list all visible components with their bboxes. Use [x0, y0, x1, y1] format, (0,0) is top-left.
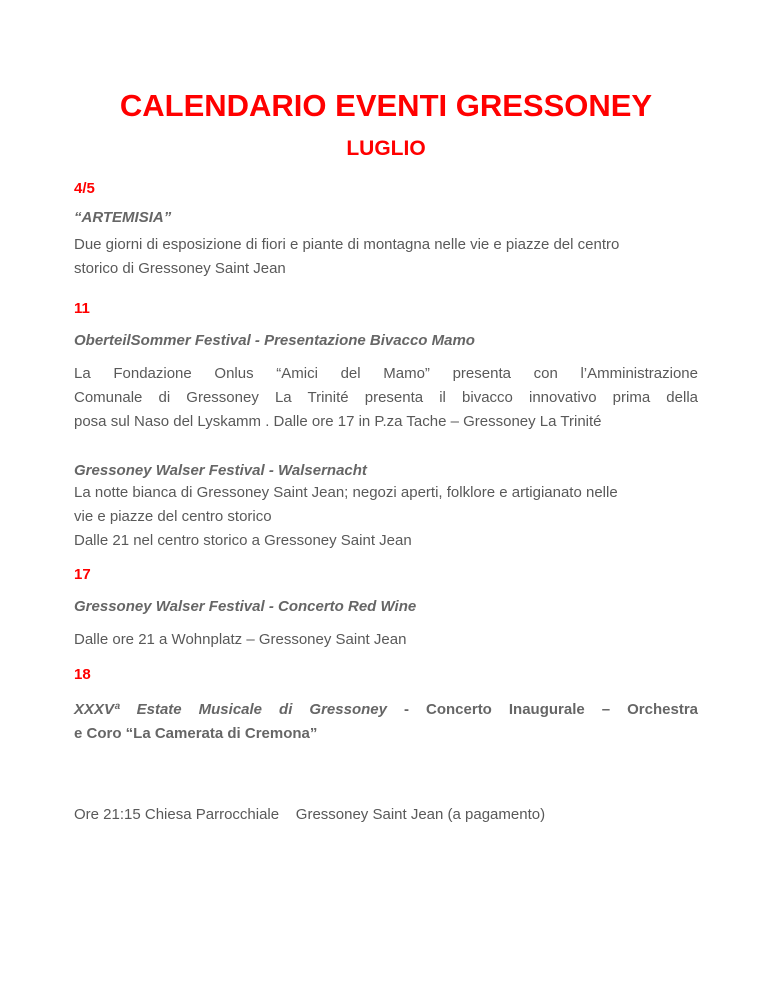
festival-name: XXXVª Estate Musicale di Gressoney	[74, 701, 387, 718]
event-description	[74, 233, 698, 281]
description-line: Ore 21:15 Chiesa Parrocchiale Gressoney Saint Jean (a pagamento)	[74, 806, 546, 823]
event-title: Gressoney Walser Festival - Concerto Red Wine	[74, 598, 417, 615]
description-line: storico di Gressoney Saint Jean	[74, 260, 286, 277]
event-title: “ARTEMISIA”	[74, 209, 172, 226]
event-title: OberteilSommer Festival - Presentazione Bivacco Mamo	[74, 332, 475, 349]
event-title-line: e Coro “La Camerata di Cremona”	[74, 725, 318, 742]
concert-title: - Concerto Inaugurale – Orchestra	[386, 701, 698, 718]
page-title: CALENDARIO EVENTI GRESSONEY	[119, 88, 653, 123]
description-line: Dalle 21 nel centro storico a Gressoney Saint Jean	[74, 532, 412, 549]
event-date: 4/5	[74, 180, 95, 197]
event-date: 18	[74, 666, 91, 683]
description-line: La Fondazione Onlus “Amici del Mamo” presenta con l’Amministrazione	[74, 365, 698, 382]
event-description	[74, 362, 698, 434]
event-title-line	[74, 698, 698, 722]
description-line: La notte bianca di Gressoney Saint Jean; negozi aperti, folklore e artigianato nelle	[74, 484, 618, 501]
event-date: 17	[74, 566, 91, 583]
event-description	[74, 755, 698, 875]
event-description	[74, 628, 698, 652]
description-line: Due giorni di esposizione di fiori e piante di montagna nelle vie e piazze del centro	[74, 236, 620, 253]
description-line: vie e piazze del centro storico	[74, 508, 272, 525]
event-title	[74, 698, 698, 746]
event-date: 11	[74, 300, 90, 317]
description-line: Comunale di Gressoney La Trinité presenta il bivacco innovativo prima della	[74, 389, 698, 406]
description-line: posa sul Naso del Lyskamm . Dalle ore 17 in P.za Tache – Gressoney La Trinité	[74, 413, 602, 430]
event-title: Gressoney Walser Festival - Walsernacht	[74, 462, 367, 479]
description-line: Dalle ore 21 a Wohnplatz – Gressoney Saint Jean	[74, 631, 407, 648]
event-description	[74, 481, 698, 553]
month-heading: LUGLIO	[346, 137, 426, 160]
